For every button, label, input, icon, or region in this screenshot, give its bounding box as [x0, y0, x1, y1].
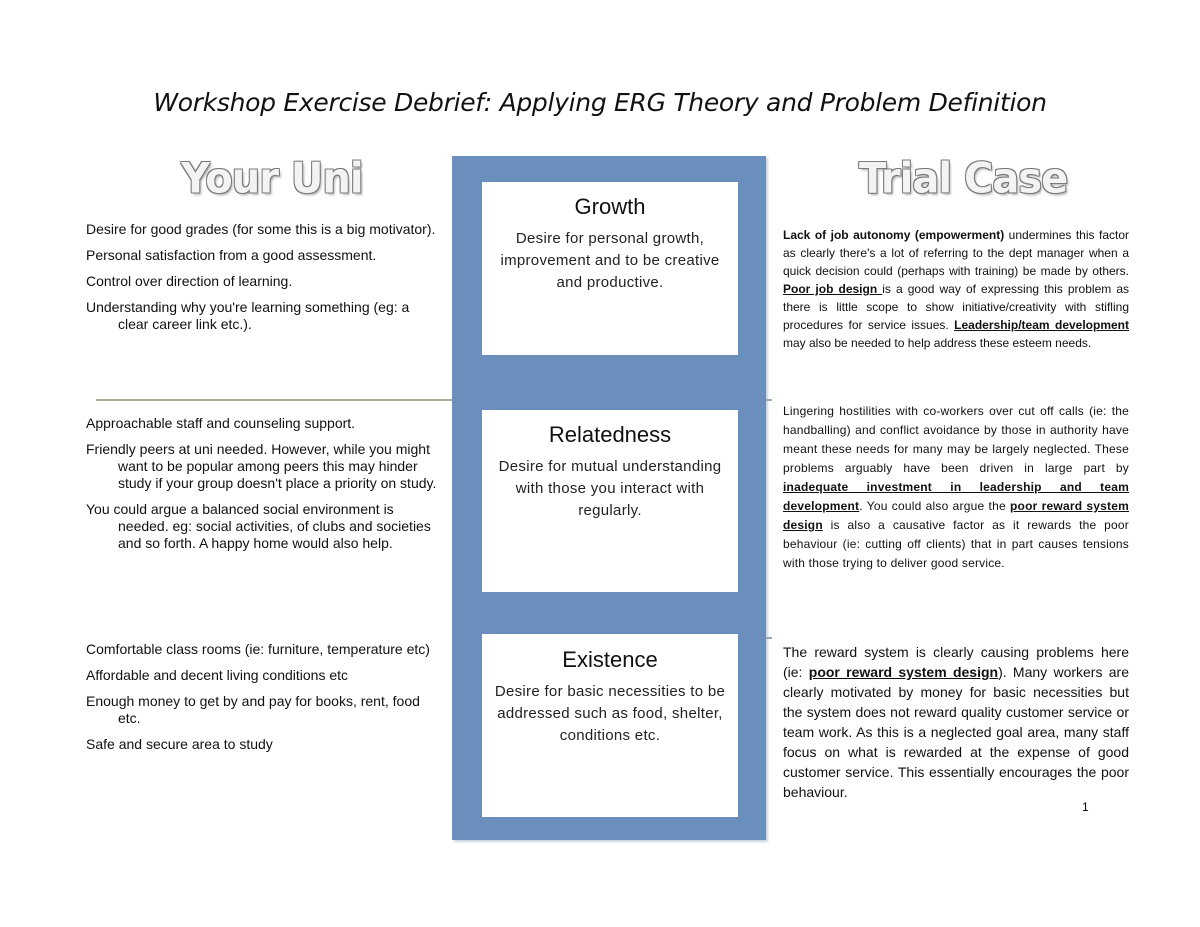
existence-description: Desire for basic necessities to be addressed such as food, shelter, conditions etc.	[494, 683, 726, 744]
right-existence-analysis	[783, 642, 1129, 802]
relatedness-problem-term: inadequate investment in leadership and team development	[783, 480, 1129, 513]
relatedness-heading: Relatedness	[548, 422, 672, 447]
growth-heading: Growth	[574, 194, 646, 219]
existence-heading: Existence	[562, 647, 658, 672]
list-item: Affordable and decent living conditions etc	[86, 667, 349, 683]
trial-case-heading: Trial Case	[859, 154, 1068, 204]
list-item: Friendly peers at uni needed. However, while you might want to be popular among peers this may hinder study if your group doesn't place a priority on study.	[86, 441, 437, 491]
analysis-text: is a good way of expressing this problem as there is little scope to show initiative/creativity with stifling procedures for service issues.	[783, 282, 1129, 332]
section-divider-left	[96, 399, 452, 401]
existence-box	[482, 634, 738, 817]
page-title: Workshop Exercise Debrief: Applying ERG Theory and Problem Definition	[153, 88, 1047, 117]
analysis-text: The reward system is clearly causing problems here (ie:	[783, 644, 1129, 680]
list-item: Personal satisfaction from a good assessment.	[86, 247, 377, 263]
analysis-text: may also be needed to help address these esteem needs.	[783, 336, 1092, 350]
analysis-text: is also a causative factor as it rewards the poor behaviour (ie: cutting off clients) that in part causes tensions with those trying to deliver good service.	[783, 518, 1129, 570]
list-item: Approachable staff and counseling support.	[86, 415, 356, 431]
analysis-text: ). Many workers are clearly motivated by money for basic necessities but the system does not reward quality customer service or team work. As this is a neglected goal area, many staff focus on what is rewarded at the expense of good customer service. This essentially encourages the poor behaviour.	[783, 664, 1129, 800]
list-item: Comfortable class rooms (ie: furniture, temperature etc)	[86, 641, 430, 657]
analysis-text: . You could also argue the	[859, 499, 1011, 513]
relatedness-secondary-term: poor reward system design	[783, 499, 1129, 532]
growth-problem-term: Poor job design	[783, 282, 883, 296]
existence-problem-term: poor reward system design	[808, 664, 999, 680]
left-relatedness-list	[86, 415, 441, 561]
analysis-text: Lingering hostilities with co-workers over cut off calls (ie: the handballing) and conflict avoidance by those in authority have meant these needs for many may be largely neglected. These problems arguably have been driven in large part by	[783, 404, 1129, 475]
relatedness-box	[482, 410, 738, 592]
analysis-text: undermines this factor as clearly there's a lot of referring to the dept manager when a quick decision could (perhaps with training) be made by others.	[783, 228, 1130, 278]
growth-key-issue: Lack of job autonomy (empowerment)	[783, 228, 1005, 242]
list-item: Safe and secure area to study	[86, 736, 273, 752]
growth-description: Desire for personal growth, improvement and to be creative and productive.	[500, 230, 720, 291]
section-divider-right-bottom	[766, 637, 772, 639]
page-number: 1	[1082, 800, 1089, 814]
list-item: Control over direction of learning.	[86, 273, 293, 289]
list-item: You could argue a balanced social environment is needed. eg: social activities, of clubs and societies and so forth. A happy home would also help.	[86, 501, 431, 551]
list-item: Desire for good grades (for some this is a big motivator).	[86, 221, 436, 237]
right-relatedness-analysis	[783, 402, 1129, 573]
growth-solution-term: Leadership/team development	[954, 318, 1129, 332]
relatedness-description: Desire for mutual understanding with those you interact with regularly.	[498, 458, 722, 519]
section-divider-right-top	[766, 399, 772, 401]
list-item: Enough money to get by and pay for books, rent, food etc.	[86, 693, 420, 726]
left-growth-list	[86, 221, 441, 342]
right-growth-analysis	[783, 226, 1129, 352]
your-uni-heading: Your Uni	[181, 154, 363, 204]
list-item: Understanding why you're learning something (eg: a clear career link etc.).	[86, 299, 410, 332]
left-existence-list	[86, 641, 441, 762]
growth-box	[482, 182, 738, 355]
